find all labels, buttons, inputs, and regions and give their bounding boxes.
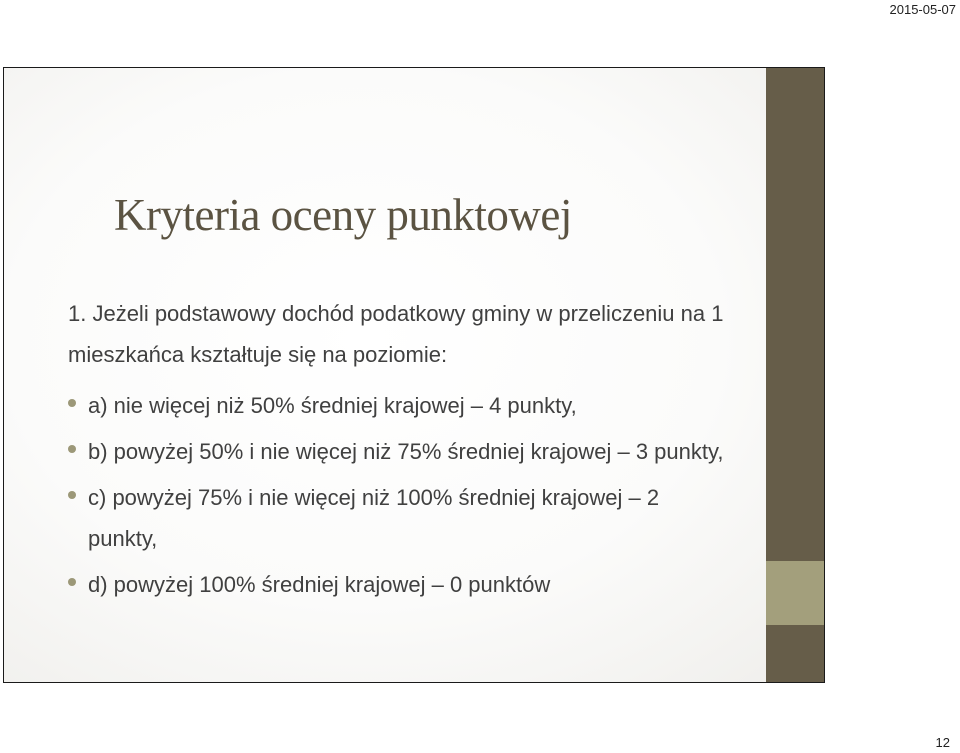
bullet-dot-icon [68, 578, 76, 586]
criteria-item-b [68, 431, 728, 472]
criteria-item-a [68, 385, 728, 426]
slide-body [68, 293, 728, 610]
print-date: 2015-05-07 [889, 2, 956, 17]
sidebar-block-dark-top [766, 68, 825, 561]
bullet-dot-icon [68, 399, 76, 407]
criteria-item-text: a) nie więcej niż 50% średniej krajowej – 4 punkty, [88, 393, 577, 418]
bullet-dot-icon [68, 445, 76, 453]
criteria-item-text: d) powyżej 100% średniej krajowej – 0 punktów [88, 572, 551, 597]
decorative-sidebar [766, 68, 825, 682]
criteria-item-d [68, 564, 728, 605]
page-number: 12 [935, 735, 950, 750]
criteria-item-text: b) powyżej 50% i nie więcej niż 75% średniej krajowej – 3 punkty, [88, 439, 724, 464]
sidebar-block-light [766, 561, 825, 625]
criteria-item-text: c) powyżej 75% i nie więcej niż 100% średniej krajowej – 2 punkty, [88, 485, 660, 551]
criteria-item-c [68, 477, 728, 559]
bullet-dot-icon [68, 491, 76, 499]
criteria-list [68, 385, 728, 605]
slide-title: Kryteria oceny punktowej [114, 190, 572, 240]
slide [3, 67, 825, 683]
sidebar-block-dark-bottom [766, 625, 825, 683]
intro-paragraph: 1. Jeżeli podstawowy dochód podatkowy gminy w przeliczeniu na 1 mieszkańca kształtuje się na poziomie: [68, 301, 724, 367]
